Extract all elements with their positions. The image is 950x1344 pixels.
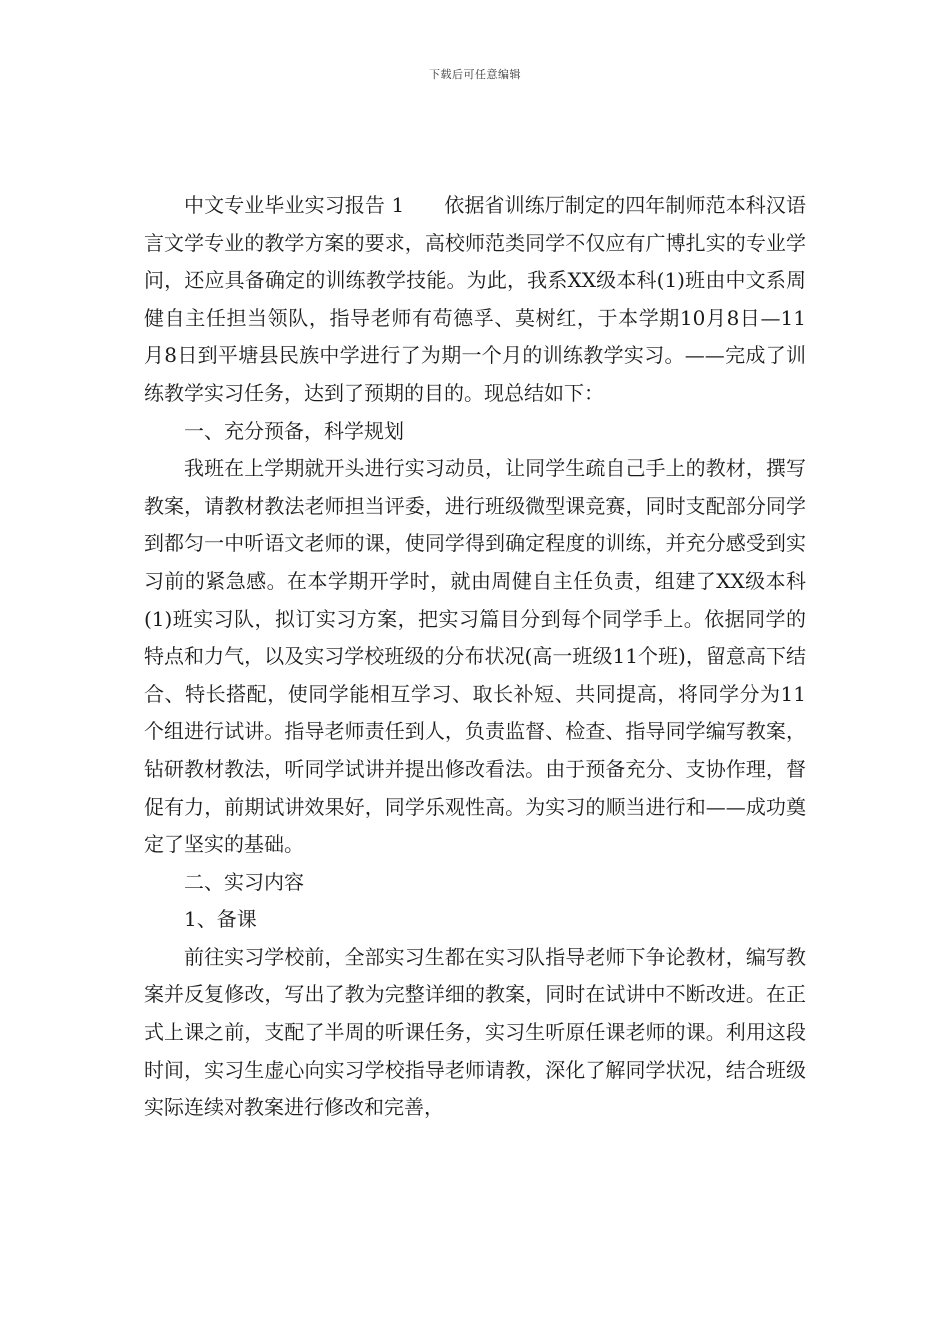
section-heading-1: 一、充分预备，科学规划 — [184, 418, 404, 443]
report-title: 中文专业毕业实习报告 1 — [184, 193, 405, 217]
page-header: 下载后可任意编辑 — [429, 68, 521, 81]
intro-text: 依据省训练厅制定的四年制师范本科汉语言文学专业的教学方案的要求，高校师范类同学不仅应有广博扎实的专业学问，还应具备确定的训练教学技能。为此，我系XX级本科(1)班由中文系周健自主任担当领队，指导老师有苟德孚、莫树红，于本学期10月8日—11月8日到平塘县民族中学进行了为期一个月的训练教学实习。——完成了训练教学实习任务，达到了预期的目的。现总结如下： — [144, 193, 806, 405]
section-heading-2: 二、实习内容 — [184, 869, 304, 894]
subsection-1-paragraph: 前往实习学校前，全部实习生都在实习队指导老师下争论教材，编写教案并反复修改，写出了教为完整详细的教案，同时在试讲中不断改进。在正式上课之前，支配了半周的听课任务，实习生听原任课老师的课。利用这段时间，实习生虚心向实习学校指导老师请教，深化了解同学状况，结合班级实际连续对教案进行修改和完善， — [144, 944, 806, 1120]
intro-paragraph — [144, 187, 806, 413]
section-1-paragraph: 我班在上学期就开头进行实习动员，让同学生疏自己手上的教材，撰写教案，请教材教法老师担当评委，进行班级微型课竞赛，同时支配部分同学到都匀一中听语文老师的课，使同学得到确定程度的训练，并充分感受到实习前的紧急感。在本学期开学时，就由周健自主任负责，组建了XX级本科(1)班实习队，拟订实习方案，把实习篇目分到每个同学手上。依据同学的特点和力气，以及实习学校班级的分布状况(高一班级11个班)，留意高下结合、特长搭配，使同学能相互学习、取长补短、共同提高，将同学分为11个组进行试讲。指导老师责任到人，负责监督、检查、指导同学编写教案，钻研教材教法，听同学试讲并提出修改看法。由于预备充分、支协作理，督促有力，前期试讲效果好，同学乐观性高。为实习的顺当进行和——成功奠定了坚实的基础。 — [144, 456, 806, 857]
document-body — [144, 187, 806, 1127]
subsection-heading-1: 1、备课 — [184, 907, 257, 932]
